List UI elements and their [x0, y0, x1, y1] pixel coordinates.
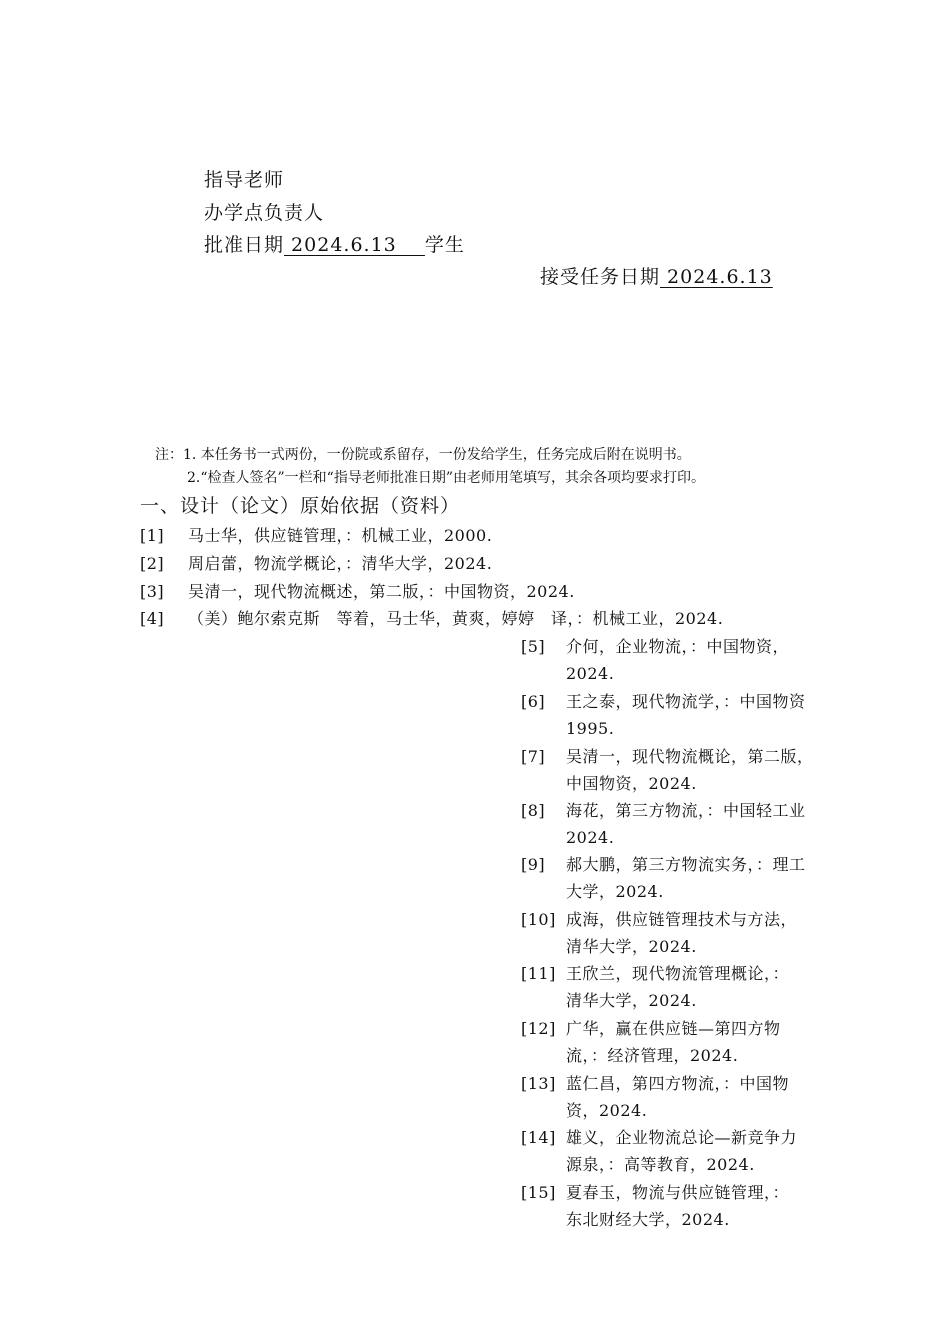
reference-item: [140, 523, 492, 546]
reference-text-line1: 海花，第三方物流，：中国轻工业: [566, 801, 806, 820]
reference-text-line1: 夏春玉，物流与供应链管理，：: [566, 1183, 790, 1202]
reference-number: [7]: [521, 747, 546, 766]
reference-text-line1: 吴清一，现代物流概论，第二版，: [566, 747, 814, 766]
reference-text-line2: 资，2024.: [566, 1101, 648, 1120]
reference-text: 马士华，供应链管理，：机械工业，2000.: [188, 526, 493, 545]
reference-text-line2: 清华大学，2024.: [566, 937, 697, 956]
accept-date: 2024.6.13: [660, 266, 773, 288]
reference-text-line2: 源泉，：高等教育，2024.: [566, 1155, 755, 1174]
reference-number: [3]: [140, 582, 165, 601]
reference-text-line1: 成海，供应链管理技术与方法，: [566, 910, 798, 929]
reference-text-line2: 1995.: [566, 719, 615, 738]
reference-item: [521, 1070, 871, 1124]
reference-number: [9]: [521, 855, 546, 874]
advisor-label: 指导老师: [204, 169, 285, 191]
reference-item: [521, 1179, 871, 1233]
reference-text-line1: 王之泰，现代物流学，：中国物资: [566, 692, 806, 711]
reference-text-line2: 2024.: [566, 664, 615, 683]
reference-item: [140, 606, 723, 629]
reference-text: 吴清一，现代物流概述，第二版，：中国物资，2024.: [188, 582, 575, 601]
reference-text-line2: 清华大学，2024.: [566, 991, 697, 1010]
reference-number: [13]: [521, 1074, 556, 1093]
reference-item: [140, 579, 575, 602]
reference-text-line1: 介何，企业物流，：中国物资，: [566, 637, 790, 656]
approval-row: [204, 230, 465, 257]
reference-number: [2]: [140, 554, 165, 573]
reference-number: [15]: [521, 1183, 556, 1202]
reference-text: 周启蕾，物流学概论，：清华大学，2024.: [188, 554, 493, 573]
reference-text-line1: 蓝仁昌，第四方物流，：中国物: [566, 1074, 790, 1093]
reference-item: [140, 551, 492, 574]
section-heading: 一、设计（论文）原始依据（资料）: [140, 495, 461, 517]
reference-text-line1: 雄义，企业物流总论—新竞争力: [566, 1128, 798, 1147]
reference-text-line2: 大学，2024.: [566, 882, 664, 901]
reference-number: [10]: [521, 910, 556, 929]
reference-item: [521, 633, 871, 687]
reference-item: [521, 797, 871, 851]
reference-item: [521, 906, 871, 960]
head-label: 办学点负责人: [204, 202, 325, 224]
reference-item: [521, 1015, 871, 1069]
reference-number: [4]: [140, 609, 165, 628]
student-label: 学生: [424, 234, 465, 256]
note-line-2: 2.“检查人签名”一栏和“指导老师批准日期”由老师用笔填写，其余各项均要求打印。: [187, 470, 705, 486]
reference-text-line2: 东北财经大学，2024.: [566, 1210, 730, 1229]
reference-text: （美）鲍尔索克斯 等着，马士华，黄爽，婷婷 译，：机械工业，2024.: [188, 609, 724, 628]
accept-row: [540, 262, 773, 289]
reference-number: [14]: [521, 1128, 556, 1147]
reference-number: [12]: [521, 1019, 556, 1038]
approval-date: 2024.6.13: [284, 234, 425, 256]
reference-number: [8]: [521, 801, 546, 820]
reference-item: [521, 688, 871, 742]
reference-item: [521, 960, 871, 1014]
reference-text-line2: 流，：经济管理，2024.: [566, 1046, 739, 1065]
approval-label: 批准日期: [204, 234, 285, 256]
reference-text-line1: 郝大鹏，第三方物流实务，：理工: [566, 855, 806, 874]
reference-number: [1]: [140, 526, 165, 545]
reference-text-line1: 广华，赢在供应链—第四方物: [566, 1019, 781, 1038]
reference-item: [521, 1124, 871, 1178]
accept-label: 接受任务日期: [540, 266, 661, 288]
reference-number: [5]: [521, 637, 546, 656]
note-line-1: 注：1. 本任务书一式两份，一份院或系留存，一份发给学生，任务完成后附在说明书。: [155, 447, 691, 463]
reference-number: [6]: [521, 692, 546, 711]
reference-item: [521, 851, 871, 905]
reference-text-line2: 中国物资，2024.: [566, 774, 697, 793]
reference-text-line2: 2024.: [566, 828, 615, 847]
reference-item: [521, 743, 871, 797]
reference-number: [11]: [521, 964, 556, 983]
reference-text-line1: 王欣兰，现代物流管理概论，：: [566, 964, 790, 983]
